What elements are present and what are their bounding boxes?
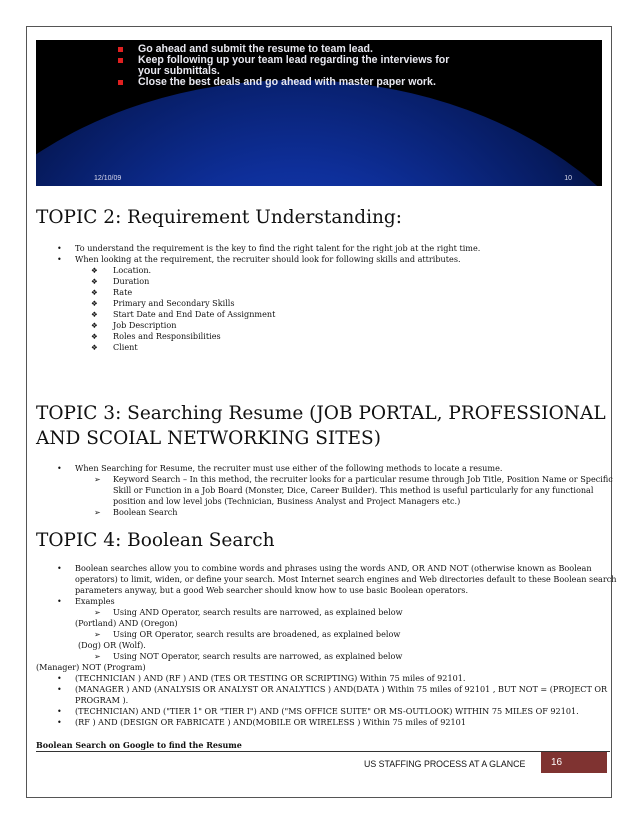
footer-title: US STAFFING PROCESS AT A GLANCE [364,759,526,769]
diamond-bullet-icon: ❖ [91,277,98,286]
slide-bullet-continuation: your submittals. [138,65,220,77]
boolean-intro-text: Boolean searches allow you to combine words and phrases using the words AND, OR AND NOT (otherwise known as Boolean [75,563,592,573]
not-example: (Manager) NOT (Program) [36,662,146,672]
bullet-dot-icon: • [57,685,62,694]
bullet-square-icon [118,58,123,63]
slide-bullet-list [118,44,449,88]
slide-image [36,40,602,186]
diamond-bullet-icon: ❖ [91,288,98,297]
slide-date: 12/10/09 [94,175,122,182]
bullet-dot-icon: • [57,564,62,573]
keyword-search-text: Skill or Function in a Job Board (Monster, Dice, Career Builder). This method is useful particularly for any functional [113,485,594,495]
arrow-bullet-icon: ➢ [94,652,101,661]
diamond-bullet-icon: ❖ [91,332,98,341]
bullet-dot-icon: • [57,255,62,264]
attribute-item: Rate [113,287,133,297]
attribute-item: Primary and Secondary Skills [113,298,235,308]
diamond-bullet-icon: ❖ [91,266,98,275]
attribute-item: Location. [113,265,152,275]
topic4-heading: TOPIC 4: Boolean Search [36,530,275,551]
and-operator-text: Using AND Operator, search results are narrowed, as explained below [113,607,403,617]
topic2-bullet: To understand the requirement is the key to find the right talent for the right job at the right time. [75,243,481,253]
slide-bullet: Go ahead and submit the resume to team lead. [118,44,449,55]
arrow-bullet-icon: ➢ [94,630,101,639]
google-search-label: Boolean Search on Google to find the Resume [36,740,242,750]
attribute-item: Job Description [113,320,177,330]
footer-divider [36,751,610,752]
topic2-heading: TOPIC 2: Requirement Understanding: [36,207,403,228]
bullet-square-icon [118,47,123,52]
slide-number: 10 [564,175,572,182]
diamond-bullet-icon: ❖ [91,299,98,308]
diamond-bullet-icon: ❖ [91,343,98,352]
bullet-dot-icon: • [57,674,62,683]
and-example: (Portland) AND (Oregon) [75,618,178,628]
attribute-item: Duration [113,276,150,286]
slide-background-glow [36,80,602,186]
page-number: 16 [541,752,607,773]
boolean-intro-text: operators) to limit, widen, or define your search. Most Internet search engines and Web directories default to these Boolean search [75,574,617,584]
diamond-bullet-icon: ❖ [91,310,98,319]
topic2-bullet: When looking at the requirement, the recruiter should look for following skills and attributes. [75,254,461,264]
bullet-dot-icon: • [57,244,62,253]
boolean-query: (TECHNICIAN) AND ("TIER 1" OR "TIER I") AND ("MS OFFICE SUITE" OR MS-OUTLOOK) WITHIN 75 MILES OF 92101. [75,706,579,716]
attribute-item: Client [113,342,138,352]
arrow-bullet-icon: ➢ [94,475,101,484]
bullet-dot-icon: • [57,597,62,606]
bullet-dot-icon: • [57,707,62,716]
or-example: (Dog) OR (Wolf). [78,640,146,650]
bullet-dot-icon: • [57,464,62,473]
boolean-query: (RF ) AND (DESIGN OR FABRICATE ) AND(MOBILE OR WIRELESS ) Within 75 miles of 92101 [75,717,466,727]
boolean-query: (TECHNICIAN ) AND (RF ) AND (TES OR TESTING OR SCRIPTING) Within 75 miles of 92101. [75,673,466,683]
attribute-item: Start Date and End Date of Assignment [113,309,276,319]
slide-bullet: Close the best deals and go ahead with master paper work. [118,77,449,88]
keyword-search-text: position and low level jobs (Technician, Business Analyst and Project Managers etc.) [113,496,461,506]
arrow-bullet-icon: ➢ [94,508,101,517]
topic3-bullet: When Searching for Resume, the recruiter must use either of the following methods to locate a resume. [75,463,503,473]
bullet-dot-icon: • [57,718,62,727]
boolean-query: (MANAGER ) AND (ANALYSIS OR ANALYST OR ANALYTICS ) AND(DATA ) Within 75 miles of 92101 , BUT NOT = (PROJECT OR [75,684,608,694]
boolean-query-continued: PROGRAM ). [75,695,129,705]
boolean-intro-text: parameters anyway, but a good Web searcher should know how to use basic Boolean operators. [75,585,469,595]
boolean-search-method: Boolean Search [113,507,178,517]
diamond-bullet-icon: ❖ [91,321,98,330]
bullet-square-icon [118,80,123,85]
slide-bullet: Keep following up your team lead regarding the interviews for [118,55,449,66]
attribute-item: Roles and Responsibilities [113,331,221,341]
keyword-search-text: Keyword Search – In this method, the recruiter looks for a particular resume through Job Title, Position Name or Specific [113,474,613,484]
examples-label: Examples [75,596,115,606]
topic3-heading: TOPIC 3: Searching Resume (JOB PORTAL, PROFESSIONAL [36,403,606,424]
or-operator-text: Using OR Operator, search results are broadened, as explained below [113,629,401,639]
topic3-heading-continued: AND SCOIAL NETWORKING SITES) [36,428,381,449]
not-operator-text: Using NOT Operator, search results are narrowed, as explained below [113,651,403,661]
arrow-bullet-icon: ➢ [94,608,101,617]
